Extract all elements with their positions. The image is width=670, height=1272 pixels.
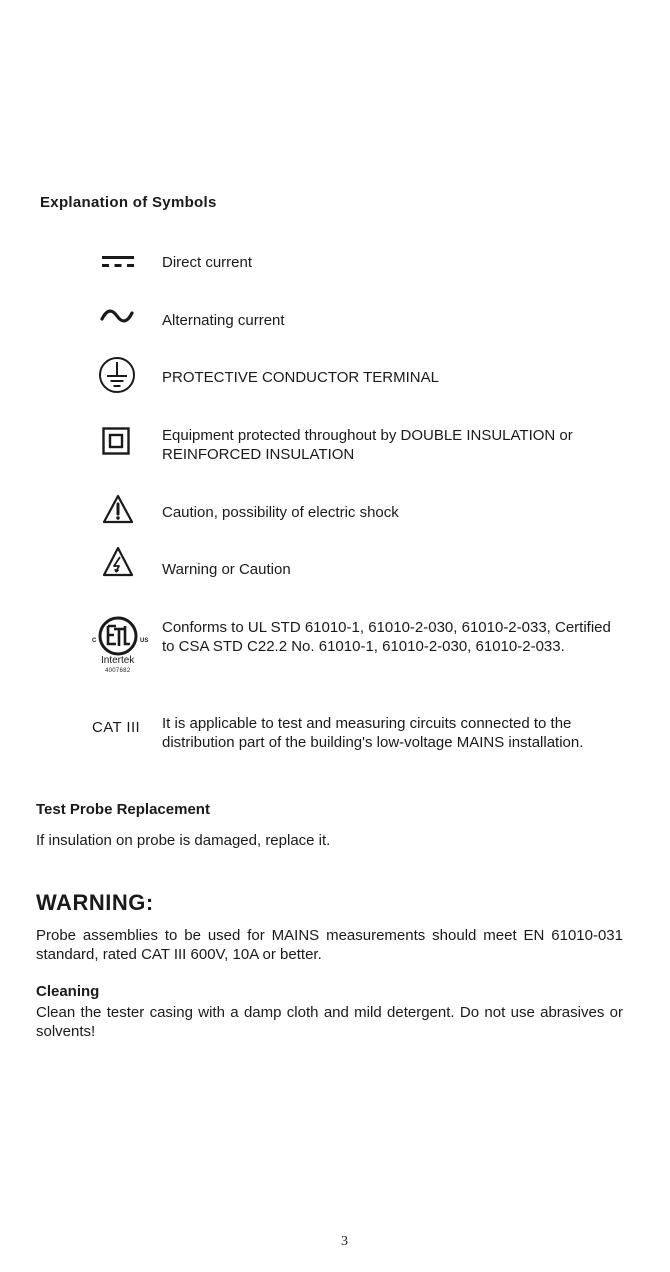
- cat-iii-label: CAT III: [92, 719, 141, 736]
- cleaning-title: Cleaning: [36, 983, 100, 1000]
- etl-circle-icon: [98, 616, 138, 656]
- etl-us-mark: US: [140, 638, 149, 644]
- etl-c-mark: C: [92, 638, 97, 644]
- symbol-text-electric-shock: Caution, possibility of electric shock: [162, 504, 399, 521]
- symbol-text-warning-caution: Warning or Caution: [162, 561, 291, 578]
- warning-text: Probe assemblies to be used for MAINS measurements should meet EN 61010-031 standard, rated CAT III 600V, 10A or better.: [36, 927, 623, 963]
- direct-current-icon: [102, 255, 134, 269]
- probe-section-text: If insulation on probe is damaged, replace it.: [36, 832, 331, 849]
- alternating-current-icon: [100, 308, 134, 324]
- caution-warning-icon: [102, 546, 134, 578]
- double-insulation-icon: [102, 427, 130, 455]
- etl-listed-icon: [86, 616, 150, 678]
- symbol-text-protective-terminal: PROTECTIVE CONDUCTOR TERMINAL: [162, 369, 439, 386]
- etl-brand: Intertek: [101, 655, 135, 666]
- symbol-text-direct-current: Direct current: [162, 254, 253, 271]
- cleaning-text: Clean the tester casing with a damp cloth and mild detergent. Do not use abrasives or solvents!: [36, 1004, 623, 1040]
- protective-earth-icon: [98, 356, 136, 394]
- symbol-text-etl-conformance: Conforms to UL STD 61010-1, 61010-2-030, 61010-2-033, Certified to CSA STD C22.2 No. 61010-1, 61010-2-030, 61010-2-033.: [162, 619, 611, 655]
- page-number: 3: [341, 1234, 348, 1249]
- warning-title: WARNING:: [36, 890, 154, 915]
- probe-section-title: Test Probe Replacement: [36, 801, 210, 818]
- symbol-text-cat-iii: It is applicable to test and measuring circuits connected to the distribution part of the building's low-voltage MAINS installation.: [162, 715, 584, 751]
- symbols-section-title: Explanation of Symbols: [40, 194, 217, 211]
- electric-shock-warning-icon: [102, 494, 134, 524]
- etl-number: 4007682: [105, 668, 131, 674]
- symbol-text-double-insulation: Equipment protected throughout by DOUBLE INSULATION or REINFORCED INSULATION: [162, 427, 573, 463]
- symbol-text-alternating-current: Alternating current: [162, 312, 285, 329]
